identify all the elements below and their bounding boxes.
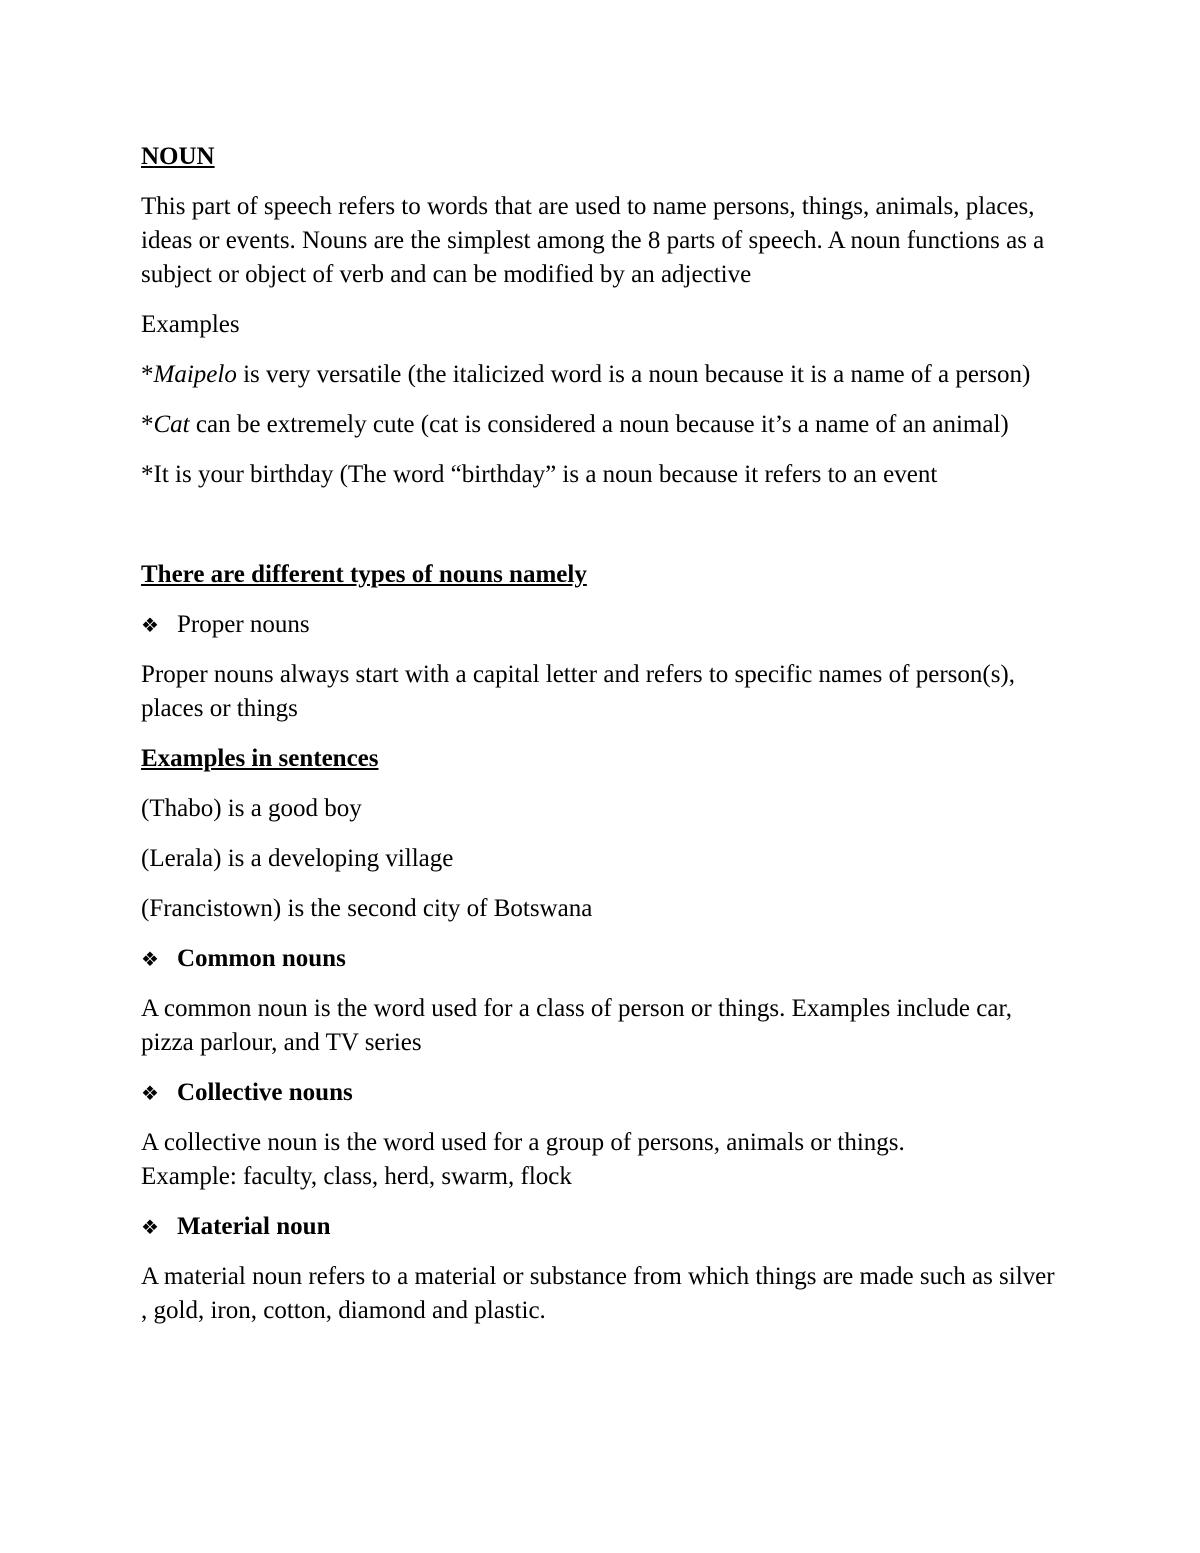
sentence-item: (Lerala) is a developing village [141, 845, 454, 872]
example-italic-word: Cat [153, 411, 190, 438]
diamond-bullet-icon: ❖ [141, 947, 159, 971]
example-rest: is very versatile (the italicized word is a noun because it is a name of a person) [236, 361, 1031, 388]
intro-paragraph: This part of speech refers to words that are used to name persons, things, animals, places, ideas or events. Nouns are the simplest among the 8 parts of speech. A noun functions as a subject or object of verb and can be modified by an adjective [141, 193, 1045, 288]
common-nouns-bullet [141, 942, 1061, 976]
diamond-bullet-icon: ❖ [141, 1215, 159, 1239]
example-rest: can be extremely cute (cat is considered a noun because it’s a name of an animal) [189, 411, 1009, 438]
material-noun-description: A material noun refers to a material or substance from which things are made such as silver , gold, iron, cotton, diamond and plastic. [141, 1263, 1055, 1324]
example-sentence [141, 408, 1061, 442]
collective-example-line: Example: faculty, class, herd, swarm, flock [141, 1163, 572, 1190]
example-italic-word: Maipelo [153, 361, 237, 388]
example-prefix: *It is your birthday (The word “birthday” is a noun because it refers to an event [141, 461, 938, 488]
diamond-bullet-icon: ❖ [141, 613, 159, 637]
collective-description-line: A collective noun is the word used for a group of persons, animals or things. [141, 1129, 905, 1156]
page-title: NOUN [141, 143, 215, 170]
material-noun-label: Material noun [177, 1213, 331, 1240]
material-noun-bullet [141, 1210, 1061, 1244]
collective-nouns-description [141, 1126, 1061, 1194]
proper-nouns-label: Proper nouns [177, 611, 310, 638]
common-nouns-description: A common noun is the word used for a class of person or things. Examples include car, pizza parlour, and TV series [141, 995, 1013, 1056]
collective-nouns-label: Collective nouns [177, 1079, 353, 1106]
example-prefix: * [141, 411, 154, 438]
common-nouns-label: Common nouns [177, 945, 346, 972]
collective-nouns-bullet [141, 1076, 1061, 1110]
examples-label: Examples [141, 311, 240, 338]
proper-nouns-description: Proper nouns always start with a capital letter and refers to specific names of person(s), places or things [141, 661, 1016, 722]
example-prefix: * [141, 361, 154, 388]
examples-in-sentences-heading: Examples in sentences [141, 745, 379, 772]
diamond-bullet-icon: ❖ [141, 1081, 159, 1105]
example-sentence [141, 458, 1061, 492]
proper-nouns-bullet [141, 608, 1061, 642]
example-sentence [141, 358, 1061, 392]
sentence-item: (Francistown) is the second city of Botswana [141, 895, 593, 922]
sentence-item: (Thabo) is a good boy [141, 795, 362, 822]
document-content [141, 140, 1061, 1344]
types-heading: There are different types of nouns namely [141, 561, 587, 588]
